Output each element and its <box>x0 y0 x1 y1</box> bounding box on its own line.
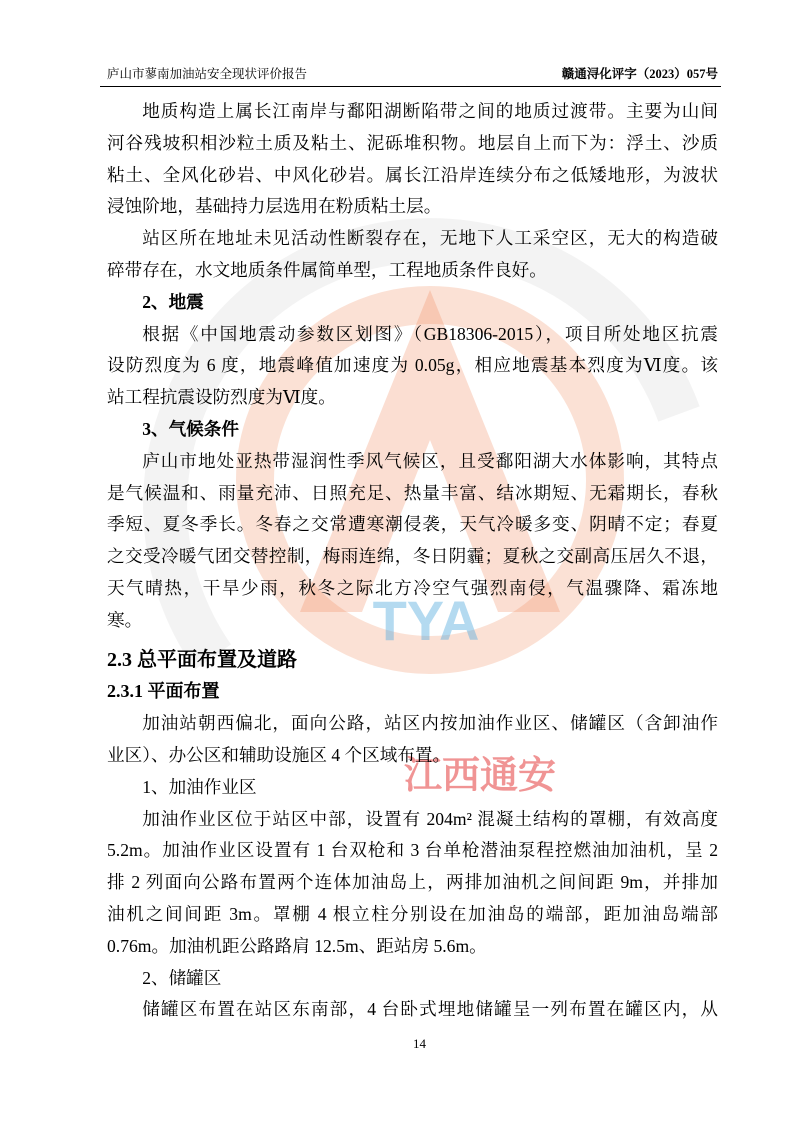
header-report-code: 赣通浔化评字（2023）057号 <box>561 67 718 81</box>
heading-earthquake: 2、地震 <box>142 291 204 312</box>
body-line: 庐山市地处亚热带湿润性季风气候区，且受鄱阳湖大水体影响，其特点 <box>142 450 718 471</box>
subsection-heading-2-3-1: 2.3.1 平面布置 <box>107 681 220 702</box>
body-line: 季短、夏冬季长。冬春之交常遭寒潮侵袭，天气冷暖多变、阴晴不定；春夏 <box>107 514 718 535</box>
heading-tank-area: 2、储罐区 <box>142 967 222 988</box>
body-line: 浸蚀阶地，基础持力层选用在粉质粘土层。 <box>107 196 442 217</box>
header-rule <box>100 86 721 87</box>
paragraph-geology-structure <box>107 96 718 223</box>
body-line: 站区所在地址未见活动性断裂存在，无地下人工采空区，无大的构造破 <box>142 228 718 249</box>
body-line: 地质构造上属长江南岸与鄱阳湖断陷带之间的地质过渡带。主要为山间 <box>142 101 718 121</box>
body-line: 站工程抗震设防烈度为Ⅵ度。 <box>107 387 336 408</box>
heading-climate: 3、气候条件 <box>142 418 239 439</box>
watermark-logo-letters: TYA <box>372 589 480 652</box>
watermark-company-text: 江西通安 <box>403 755 557 797</box>
body-line: 河谷残坡积相沙粒土质及粘土、泥砾堆积物。地层自上而下为：浮土、沙质 <box>107 132 718 153</box>
body-line: 储罐区布置在站区东南部，4 台卧式埋地储罐呈一列布置在罐区内，从 <box>142 999 718 1020</box>
body-line: 根据《中国地震动参数区划图》（GB18306-2015），项目所处地区抗震 <box>142 323 718 344</box>
body-line: 碎带存在，水文地质条件属简单型，工程地质条件良好。 <box>107 259 547 280</box>
body-line: 业区）、办公区和辅助设施区 4 个区域布置。 <box>107 744 451 765</box>
header-report-title: 庐山市蓼南加油站安全现状评价报告 <box>107 67 308 81</box>
body-line: 5.2m。加油作业区设置有 1 台双枪和 3 台单枪潜油泵程控燃油加油机，呈 2 <box>107 840 718 861</box>
section-heading-2-3: 2.3 总平面布置及道路 <box>107 648 297 671</box>
paragraph-site-layout <box>107 708 718 772</box>
body-line: 油机之间间距 3m。罩棚 4 根立柱分别设在加油岛的端部，距加油岛端部 <box>107 903 718 924</box>
body-line: 是气候温和、雨量充沛、日照充足、热量丰富、结冰期短、无霜期长，春秋 <box>107 482 718 503</box>
document-body <box>107 96 718 1026</box>
body-line: 加油站朝西偏北，面向公路，站区内按加油作业区、储罐区（含卸油作 <box>142 713 718 734</box>
body-line: 设防烈度为 6 度，地震峰值加速度为 0.05g，相应地震基本烈度为Ⅵ度。该 <box>107 355 718 376</box>
paragraph-climate <box>107 446 718 637</box>
heading-fuel-area: 1、加油作业区 <box>142 776 257 797</box>
paragraph-earthquake <box>107 319 718 414</box>
page-number: 14 <box>413 1036 426 1051</box>
paragraph-geology-conditions <box>107 223 718 287</box>
paragraph-fuel-area <box>107 804 718 963</box>
body-line: 粘土、全风化砂岩、中风化砂岩。属长江沿岸连续分布之低矮地形，为波状 <box>107 164 718 185</box>
body-line: 之交受冷暖气团交替控制，梅雨连绵，冬日阴霾；夏秋之交副高压居久不退， <box>107 546 718 567</box>
body-line: 天气晴热，干旱少雨，秋冬之际北方冷空气强烈南侵，气温骤降、霜冻地 <box>107 577 718 598</box>
body-line: 寒。 <box>107 609 143 630</box>
body-line: 0.76m。加油机距公路路肩 12.5m、距站房 5.6m。 <box>107 935 487 956</box>
body-line: 排 2 列面向公路布置两个连体加油岛上，两排加油机之间间距 9m，并排加 <box>107 872 718 893</box>
body-line: 加油作业区位于站区中部，设置有 204m² 混凝土结构的罩棚，有效高度 <box>142 808 718 829</box>
paragraph-tank-area <box>107 994 718 1026</box>
